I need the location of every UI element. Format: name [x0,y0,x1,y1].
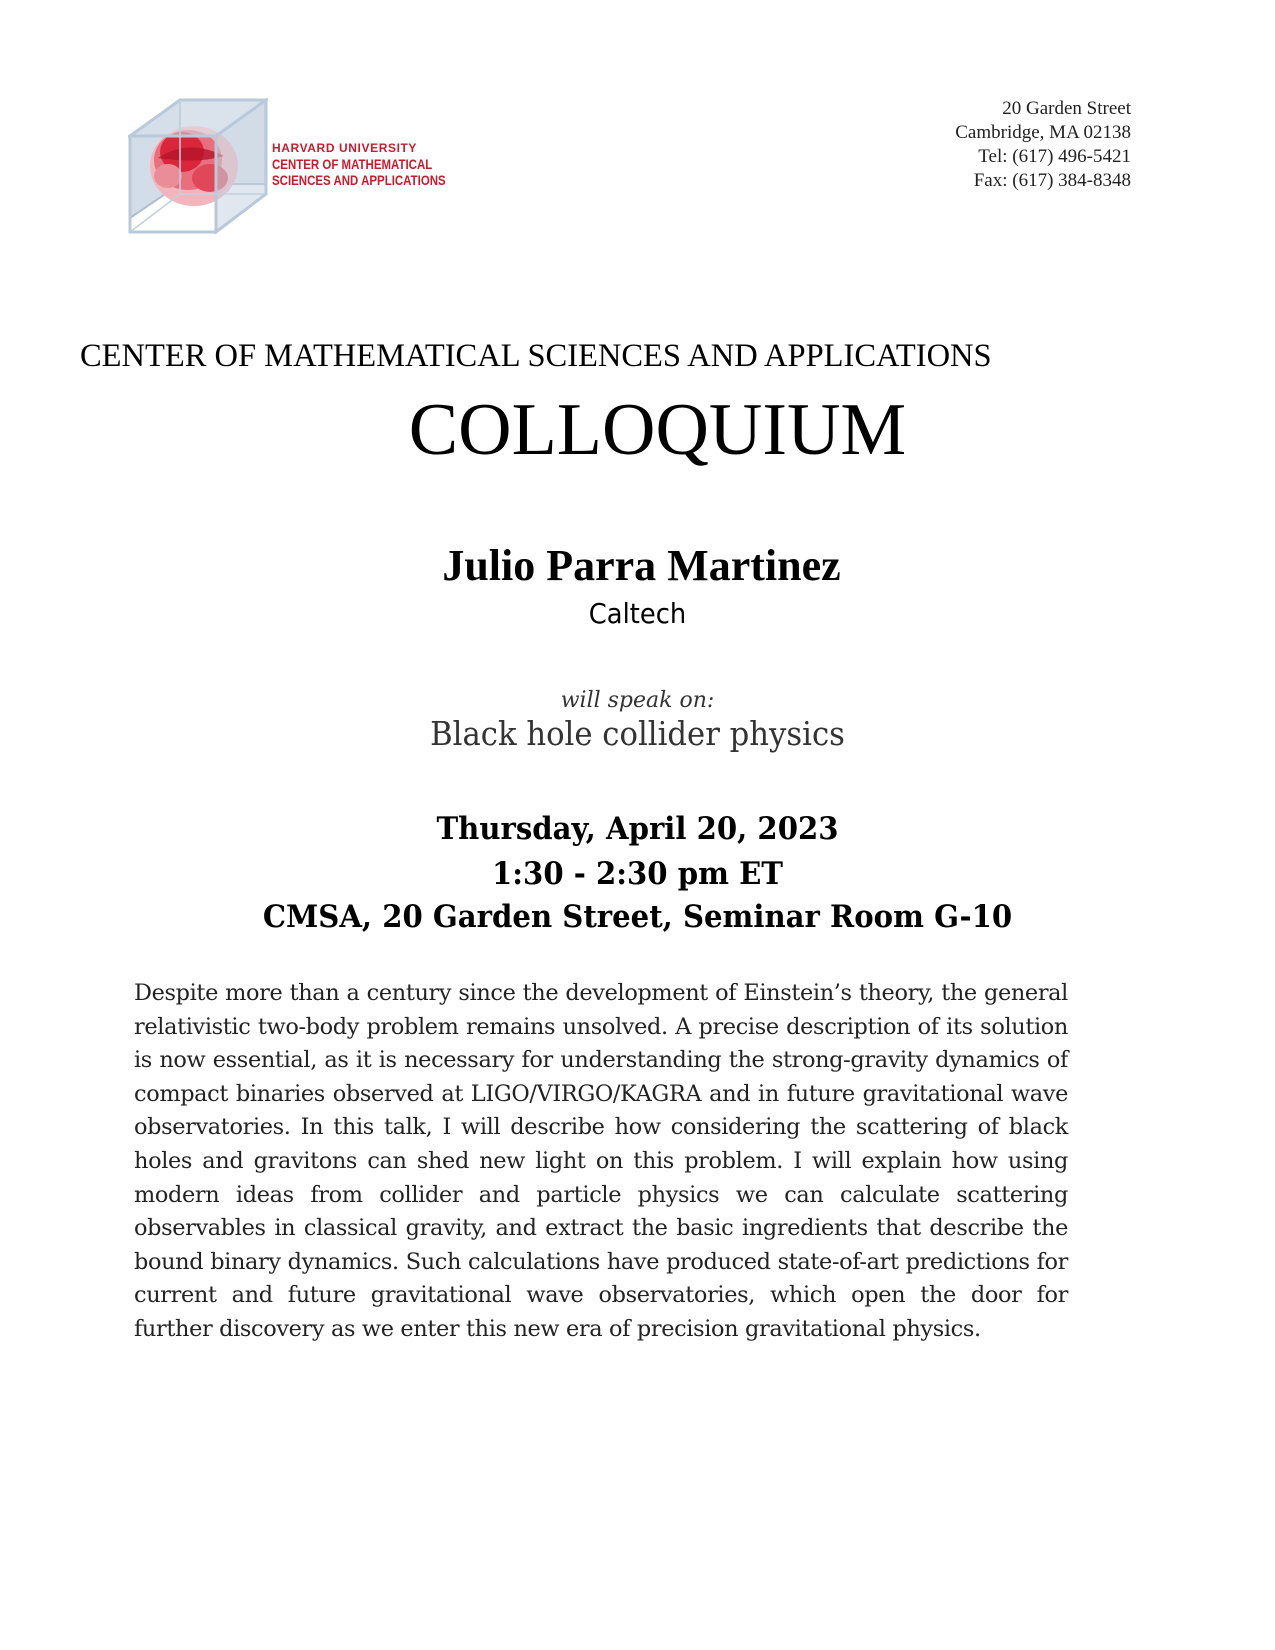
abstract-paragraph: Despite more than a century since the development of Einstein’s theory, the general relativistic two-body problem remains unsolved. A precise description of its solution is now essential, as it is necessary for understanding the strong-gravity dynamics of compact binaries observed at LIGO/VIRGO/KAGRA and in future gravitational wave observatories. In this talk, I will describe how considering the scattering of black holes and gravitons can shed new light on this problem. I will explain how using modern ideas from collider and particle physics we can calculate scattering observables in classical gravity, and extract the basic ingredients that describe the bound binary dynamics. Such calculations have produced state-of-art predictions for current and future gravitational wave observatories, which open the door for further discovery as we enter this new era of precision gravitational physics. [134,980,1068,1342]
address-block [955,97,1131,193]
logo-center-line1: CENTER OF MATHEMATICAL [272,156,433,172]
logo-university: HARVARD UNIVERSITY [272,141,418,155]
address-street: 20 Garden Street [1002,98,1131,119]
talk-intro: will speak on: [560,688,715,713]
event-date: Thursday, April 20, 2023 [436,811,839,847]
event-type-title: COLLOQUIUM [408,389,907,471]
speaker-affiliation: Caltech [588,597,687,630]
address-city: Cambridge, MA 02138 [955,122,1131,143]
address-tel: Tel: (617) 496-5421 [978,146,1131,167]
talk-title: Black hole collider physics [430,714,845,753]
center-name-heading: CENTER OF MATHEMATICAL SCIENCES AND APPLICATIONS [80,338,992,374]
cmsa-logo [128,98,458,234]
event-time: 1:30 - 2:30 pm ET [492,856,783,892]
event-location: CMSA, 20 Garden Street, Seminar Room G-10 [262,899,1013,935]
logo-center-line2: SCIENCES AND APPLICATIONS [272,172,446,188]
speaker-name: Julio Parra Martinez [442,541,841,590]
cube-logo-icon [128,98,268,234]
logo-wordmark [272,140,484,188]
address-fax: Fax: (617) 384-8348 [973,170,1131,191]
